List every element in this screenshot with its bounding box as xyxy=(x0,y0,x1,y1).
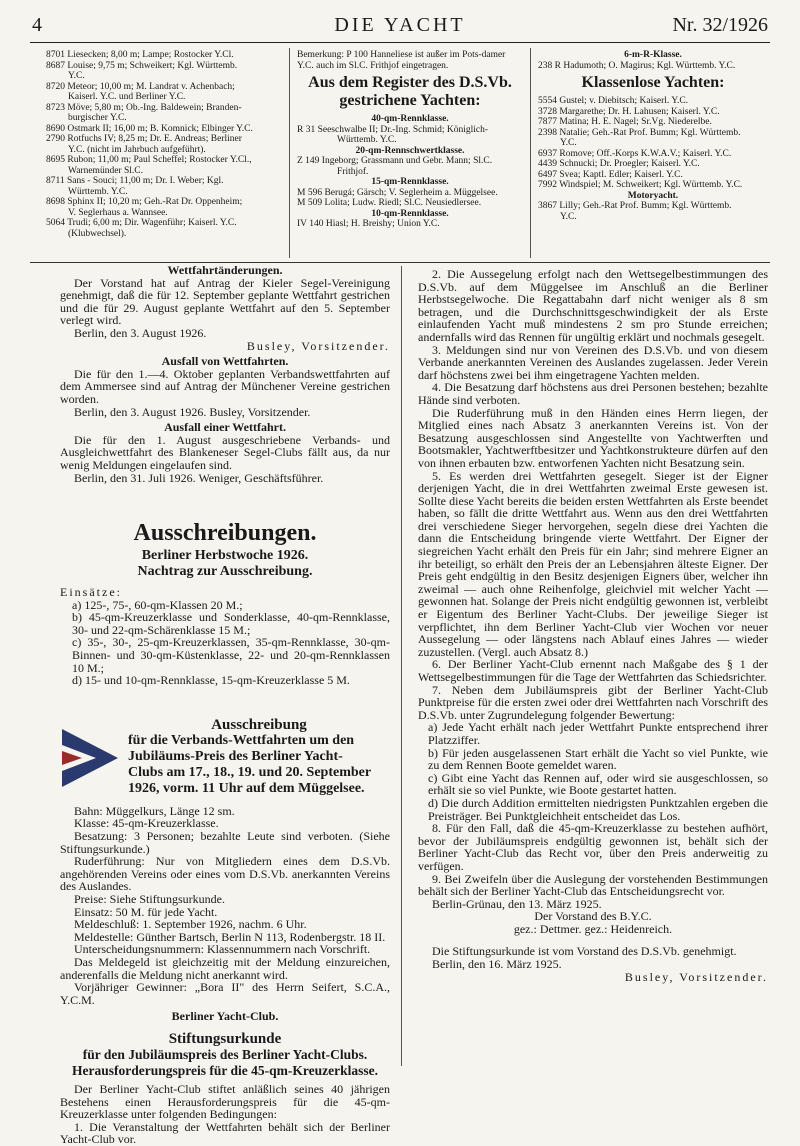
detail-line: Ruderführung: Nur von Mitgliedern eines dem D.S.Vb. angehörenden Vereins oder eines vom D.S.Vb. anerkannten Vereins des Auslandes. xyxy=(60,854,390,894)
paragraph: Der Vorstand hat auf Antrag der Kieler Segel-Vereinigung genehmigt, daß die für 12. September geplante Wettfahrt gestrichen und die für 29. August geplante Wettfahrt auf den 5. September verlegt wird. xyxy=(60,275,390,328)
registry-entry: 8723 Möve; 5,80 m; Ob.-Ing. Baldewein; Branden- xyxy=(46,102,242,113)
classless-entry: 4439 Schnucki; Dr. Proegler; Kaiserl. Y.C. xyxy=(538,159,700,169)
ausschreibung-line: Jubiläums-Preis des Berliner Yacht- xyxy=(128,748,343,764)
issue-number: Nr. 32/1926 xyxy=(672,14,768,36)
class-entry: Z 149 Ingeborg; Grassmann und Gebr. Mann; Sl.C. xyxy=(297,156,493,166)
paragraph: 1. Die Veranstaltung der Wettfahrten behält sich der Berliner Yacht-Club vor. xyxy=(60,1119,390,1146)
deed-subtitle: für den Jubiläumspreis des Berliner Yacht-Clubs. xyxy=(82,1046,368,1062)
registry-entry: V. Seglerhaus a. Wannsee. xyxy=(68,207,168,218)
registry-entry: 2790 Rotfuchs IV; 8,25 m; Dr. E. Andreas; Berliner xyxy=(46,134,242,144)
struck-heading: Aus dem Register des D.S.Vb. gestrichene Yachten: xyxy=(308,74,512,109)
registry-entry: 8695 Rubon; 11,00 m; Paul Scheffel; Rostocker Y.Cl., xyxy=(46,155,252,165)
fees-label: Einsätze: xyxy=(60,585,122,600)
signatures: gez.: Dettmer. gez.: Heidenreich. xyxy=(513,921,673,936)
points-item: c) Gibt eine Yacht das Rennen auf, oder wird sie ausgeschlossen, so erhält sie so viel Punkte, wie Boote gestartet hatten. xyxy=(428,770,768,798)
fees-list xyxy=(60,599,390,687)
registry-entry: Kaiserl. Y.C. und Berliner Y.C. xyxy=(68,92,186,102)
registry-entry: 8701 Liesecken; 8,00 m; Lampe; Rostocker Y.Cl. xyxy=(46,50,234,60)
paragraph: Die für den 1. August ausgeschriebene Verbands- und Ausgleichwettfahrt des Blankeneser Segel-Clubs fällt aus, da nur wenig Meldungen eingelaufen sind. xyxy=(60,432,390,472)
date-line: Berlin, den 16. März 1925. xyxy=(432,957,562,972)
registry-entry: Warnemünder Sl.C. xyxy=(68,165,143,176)
detail-line: Klasse: 45-qm-Kreuzerklasse. xyxy=(74,816,219,831)
fee-item: b) 45-qm-Kreuzerklasse und Sonderklasse, 40-qm-Rennklasse, 30- und 22-qm-Schärenklasse 15 M.; xyxy=(72,610,390,637)
ausschreibung-line: 1926, vorm. 11 Uhr auf dem Müggelsee. xyxy=(128,780,365,796)
paragraph: Die Stiftungsurkunde ist vom Vorstand des D.S.Vb. genehmigt. xyxy=(432,944,737,959)
ausschreibung-heading: Ausschreibung xyxy=(211,716,307,733)
class-heading: Motoryacht. xyxy=(627,190,679,201)
detail-line: Meldestelle: Günther Bartsch, Berlin N 113, Rodenbergstr. 18 II. xyxy=(74,929,386,944)
registry-entry: Y.C. xyxy=(68,71,85,81)
column-divider xyxy=(401,266,402,1066)
club-pennant-icon xyxy=(60,725,120,791)
points-item: b) Für jeden ausgelassenen Start erhält die Yacht so viel Punkte, wie zu dem Rennen Boote gemeldet waren. xyxy=(428,745,768,773)
classless-heading: Klassenlose Yachten: xyxy=(581,74,725,91)
clause: 6. Der Berliner Yacht-Club ernennt nach Maßgabe des § 1 der Wettsegelbestimmungen für die Tage der Wettfahrten das Schiedsrichter. xyxy=(418,657,768,684)
clause: 2. Die Aussegelung erfolgt nach den Wettsegelbestimmungen des D.S.Vb. auf dem Müggelsee im Anschluß an die Berliner Herbstsegelwoche. Die Regattabahn darf nicht weniger als 8 sm betragen, und die Durchschnittsgeschwindigkeit der als Erste einlaufenden Yacht muß mindestens 2 sm pro Stunde erreichen; andernfalls wird das Rennen für ungültig erklärt und nochmals gesegelt. xyxy=(418,267,768,344)
classless-entry: 5554 Gustel; v. Diebitsch; Kaiserl. Y.C. xyxy=(538,96,689,106)
detail-line: Bahn: Müggelkurs, Länge 12 sm. xyxy=(74,803,235,818)
deed-clauses-2 xyxy=(418,822,768,898)
class-entry: R 31 Seeschwalbe II; Dr.-Ing. Schmid; Königlich- xyxy=(297,124,489,135)
clause: 9. Bei Zweifeln über die Auslegung der vorstehenden Bestimmungen behält sich der Berliner Yacht-Club das Entscheidungsrecht vor. xyxy=(418,871,768,899)
clause: 8. Für den Fall, daß die 45-qm-Kreuzerklasse zu bestehen aufhört, bevor der Jubiläumspreis endgültig gewonnen ist, behält sich der Berliner Yacht-Club das Recht vor, über den Preis anderweitig zu verfügen. xyxy=(418,821,768,873)
date-line: Berlin-Grünau, den 13. März 1925. xyxy=(432,896,602,911)
detail-line: Besatzung: 3 Personen; bezahlte Leute sind verboten. (Siehe Stiftungsurkunde.) xyxy=(60,829,390,856)
struck-register xyxy=(297,50,523,230)
fee-item: c) 35-, 30-, 25-qm-Kreuzerklassen, 35-qm-Rennklasse, 30-qm-Binnen- und 30-qm-Küstenklasse, 22- und 20-qm-Rennklassen 10 M.; xyxy=(72,635,390,675)
registry-entries xyxy=(46,50,278,239)
class-heading: 40-qm-Rennklasse. xyxy=(371,114,449,124)
detail-line: Das Meldegeld ist gleichzeitig mit der Meldung einzureichen, anderenfalls die Meldung nicht anerkannt wird. xyxy=(60,954,390,982)
classless-entry: 3728 Margarethe; Dr. H. Lahusen; Kaiserl. Y.C. xyxy=(538,106,720,117)
section-heading: Ausfall von Wettfahrten. xyxy=(161,354,289,369)
class-entry: IV 140 Hiasl; H. Breishy; Union Y.C. xyxy=(297,219,440,229)
fee-item: d) 15- und 10-qm-Rennklasse, 15-qm-Kreuzerklasse 5 M. xyxy=(72,673,350,688)
ausschreibung-line: Clubs am 17., 18., 19. und 20. September xyxy=(128,764,372,780)
page-number: 4 xyxy=(32,14,42,36)
announcement-block xyxy=(60,717,390,801)
registry-list xyxy=(46,50,278,239)
signature-line: Berlin, den 3. August 1926. Busley, Vorsitzender. xyxy=(74,404,311,419)
detail-line: Einsatz: 50 M. für jede Yacht. xyxy=(74,904,218,919)
column-divider xyxy=(289,48,290,258)
class-entry: 3867 Lilly; Geh.-Rat Prof. Bumm; Kgl. Württemb. xyxy=(538,201,732,211)
detail-line: Vorjähriger Gewinner: „Bora II" des Herrn Seifert, S.C.A., Y.C.M. xyxy=(60,980,390,1007)
section-rule xyxy=(30,262,770,263)
class-entry: 238 R Hadumoth; O. Magirus; Kgl. Württemb. Y.C. xyxy=(538,60,736,71)
deed-title: Stiftungsurkunde xyxy=(168,1030,282,1047)
classless-register xyxy=(538,50,768,222)
class-entry: M 509 Lolita; Ludw. Riedl; Sl.C. Neusiedlersee. xyxy=(297,198,482,208)
class-entry: M 596 Berugá; Gärsch; V. Seglerheim a. Müggelsee. xyxy=(297,187,498,198)
registry-entry: 8720 Meteor; 10,00 m; M. Landrat v. Achenbach; xyxy=(46,81,235,92)
section-heading: Wettfahrtänderungen. xyxy=(167,263,283,277)
board-line: Der Vorstand des B.Y.C. xyxy=(534,909,652,924)
ausschreibung-line: für die Verbands-Wettfahrten um den xyxy=(128,732,355,748)
clause: 4. Die Besatzung darf höchstens aus drei Personen bestehen; bezahlte Hände sind verboten. xyxy=(418,380,768,407)
detail-line: Preise: Siehe Stiftungsurkunde. xyxy=(74,892,225,906)
column-divider xyxy=(530,48,531,258)
date-line: Berlin, den 3. August 1926. xyxy=(74,325,207,340)
clause: 3. Meldungen sind nur von Vereinen des D.S.Vb. und von diesem Verbande anerkannten Vereinen des Auslandes zugelassen. Jeder Verein darf höchstens zwei bei ihm eingetragene Yachten melden. xyxy=(418,342,768,382)
registry-entry: Y.C. (nicht im Jahrbuch aufgeführt). xyxy=(68,144,206,155)
paragraph: Der Berliner Yacht-Club stiftet anläßlich seines 40 jährigen Bestehens einen Herausforderungspreis für die 45-qm-Kreuzerklasse unter folgenden Bedingungen: xyxy=(60,1081,390,1122)
event-subtitle: Nachtrag zur Ausschreibung. xyxy=(137,564,313,580)
classless-entry: Y.C. xyxy=(560,138,577,148)
left-column xyxy=(60,264,390,1146)
classless-entry: 7992 Windspiel; M. Schweikert; Kgl. Württemb. Y.C. xyxy=(538,180,743,190)
page-header xyxy=(30,12,770,43)
registry-entry: (Klubwechsel). xyxy=(68,228,127,239)
deed-subtitle: Herausforderungspreis für die 45-qm-Kreuzerklasse. xyxy=(72,1062,378,1078)
deed-clauses xyxy=(418,268,768,721)
registry-entry: 8690 Ostmark II; 16,00 m; B. Komnick; Elbinger Y.C. xyxy=(46,123,253,134)
class-heading: 20-qm-Rennschwertklasse. xyxy=(355,145,465,156)
race-details xyxy=(60,805,390,1007)
clause: 5. Es werden drei Wettfahrten gesegelt. Sieger ist der Eigner derjenigen Yacht, die in drei Wettfahrten zweimal Erste gewesen ist. Sollte diese Yacht bereits die beiden ersten Wettfahrten als Erste beendet haben, so fällt die dritte Wettfahrt aus. Wenn aus den drei Wettfahrten drei verschiedene Sieger hervorgehen, segeln diese drei Yachten die dann die Entscheidung bringende vierte Wettfahrt. Der Eigner der siegreichen Yacht erhält den Preis für ein Jahr; sind mehrere Eigner an ihr beteiligt, so erhält den Preis der an Lebensjahren älteste Eigner. Der Preis geht endgültig in den Besitz desjenigen Eigners über, welcher ihn zweimal — auch ohne Reihenfolge, gleichviel mit welcher Yacht — gewonnen hat. Solange der Preis nicht endgültig gewonnen ist, verbleibt er Eigentum des Berliner Yacht-Clubs. Der jeweilige Sieger ist verpflichtet, ihn dem Berliner Yacht-Club vier Wochen vor neuer Aussegelung — oder längstens nach Ablauf eines Jahres — wieder zuzustellen. (Vergl. auch Absatz 8.) xyxy=(418,468,768,659)
fee-item: a) 125-, 75-, 60-qm-Klassen 20 M.; xyxy=(72,597,243,612)
signature: Busley, Vorsitzender. xyxy=(624,969,768,984)
class-entry: Württemb. Y.C. xyxy=(337,135,397,145)
ausschreibung-title xyxy=(128,733,390,797)
clause: Die Ruderführung muß in den Händen eines Herrn liegen, der Mitglied eines nach Absatz 3 anerkannten Vereins ist. Von der Besatzung ausgeschlossen sind Angestellte von Yachtwerften und Bootsmakler, Yachtwerftbesitzer und Yachtkonstrukteure dürfen auf den von ihnen erbauten bzw. entworfenen Yachten nicht Besatzung sein. xyxy=(418,405,768,470)
paragraph: Die für den 1.—4. Oktober geplanten Verbandswettfahrten auf dem Ammersee sind auf Antrag der Münchener Vereine gestrichen worden. xyxy=(60,366,390,406)
register-note: Bemerkung: P 100 Hanneliese ist außer im Pots-damer Y.C. auch im Sl.C. Frithjof eingetragen. xyxy=(297,50,506,71)
section-heading: Ausfall einer Wettfahrt. xyxy=(164,420,286,435)
signature-line: Berlin, den 31. Juli 1926. Weniger, Geschäftsführer. xyxy=(74,470,324,485)
points-item: a) Jede Yacht erhält nach jeder Wettfahrt Punkte entsprechend ihrer Platzziffer. xyxy=(428,720,768,747)
classless-entry: 6937 Romove; Off.-Korps K.W.A.V.; Kaiserl. Y.C. xyxy=(538,148,732,159)
event-title: Berliner Herbstwoche 1926. xyxy=(141,548,309,564)
points-item: d) Die durch Addition ermittelten niedrigsten Punktzahlen ergeben die Preisträger. Bei Punktgleichheit entscheidet das Los. xyxy=(428,795,768,823)
classless-entries xyxy=(538,96,768,191)
announcements-title: Ausschreibungen. xyxy=(133,520,317,547)
detail-line: Unterscheidungsnummern: Klassennummern nach Vorschrift. xyxy=(74,942,371,957)
classless-entry: 2398 Natalie; Geh.-Rat Prof. Bumm; Kgl. Württemb. xyxy=(538,127,741,138)
registry-entry: 5064 Trudi; 6,00 m; Dir. Wagenführ; Kaiserl. Y.C. xyxy=(46,218,237,228)
club-name: Berliner Yacht-Club. xyxy=(171,1009,279,1024)
class-entry: Y.C. xyxy=(560,211,577,222)
class-heading: 10-qm-Rennklasse. xyxy=(371,208,449,219)
class-heading: 6-m-R-Klasse. xyxy=(624,50,682,60)
class-entry: Frithjof. xyxy=(337,166,369,177)
registry-entry: 8711 Sans - Souci; 11,00 m; Dr. I. Weber; Kgl. xyxy=(46,176,224,186)
registry-entry: 8698 Sphinx II; 10,20 m; Geh.-Rat Dr. Oppenheim; xyxy=(46,197,243,207)
classless-entry: 7877 Matina; H. E. Nagel; Sr.Vg. Niederelbe. xyxy=(538,117,712,127)
registry-entry: burgischer Y.C. xyxy=(68,113,127,123)
publication-title: DIE YACHT xyxy=(334,14,466,36)
detail-line: Meldeschluß: 1. September 1926, nachm. 6 Uhr. xyxy=(74,917,307,932)
registry-entry: 8687 Louise; 9,75 m; Schweikert; Kgl. Württemb. xyxy=(46,60,238,71)
registry-entry: Württemb. Y.C. xyxy=(68,186,128,197)
class-heading: 15-qm-Rennklasse. xyxy=(371,177,449,187)
points-list xyxy=(418,721,768,822)
signature: Busley, Vorsitzender. xyxy=(246,338,390,353)
clause: 7. Neben dem Jubiläumspreis gibt der Berliner Yacht-Club Punktpreise für die ersten zwei oder drei Wettfahrten nach Vorschrift des D.S.Vb. unter Zugrundelegung folgender Bewertung: xyxy=(418,682,768,722)
right-column xyxy=(418,268,768,983)
classless-entry: 6497 Svea; Kaptl. Edler; Kaiserl. Y.C. xyxy=(538,169,683,180)
